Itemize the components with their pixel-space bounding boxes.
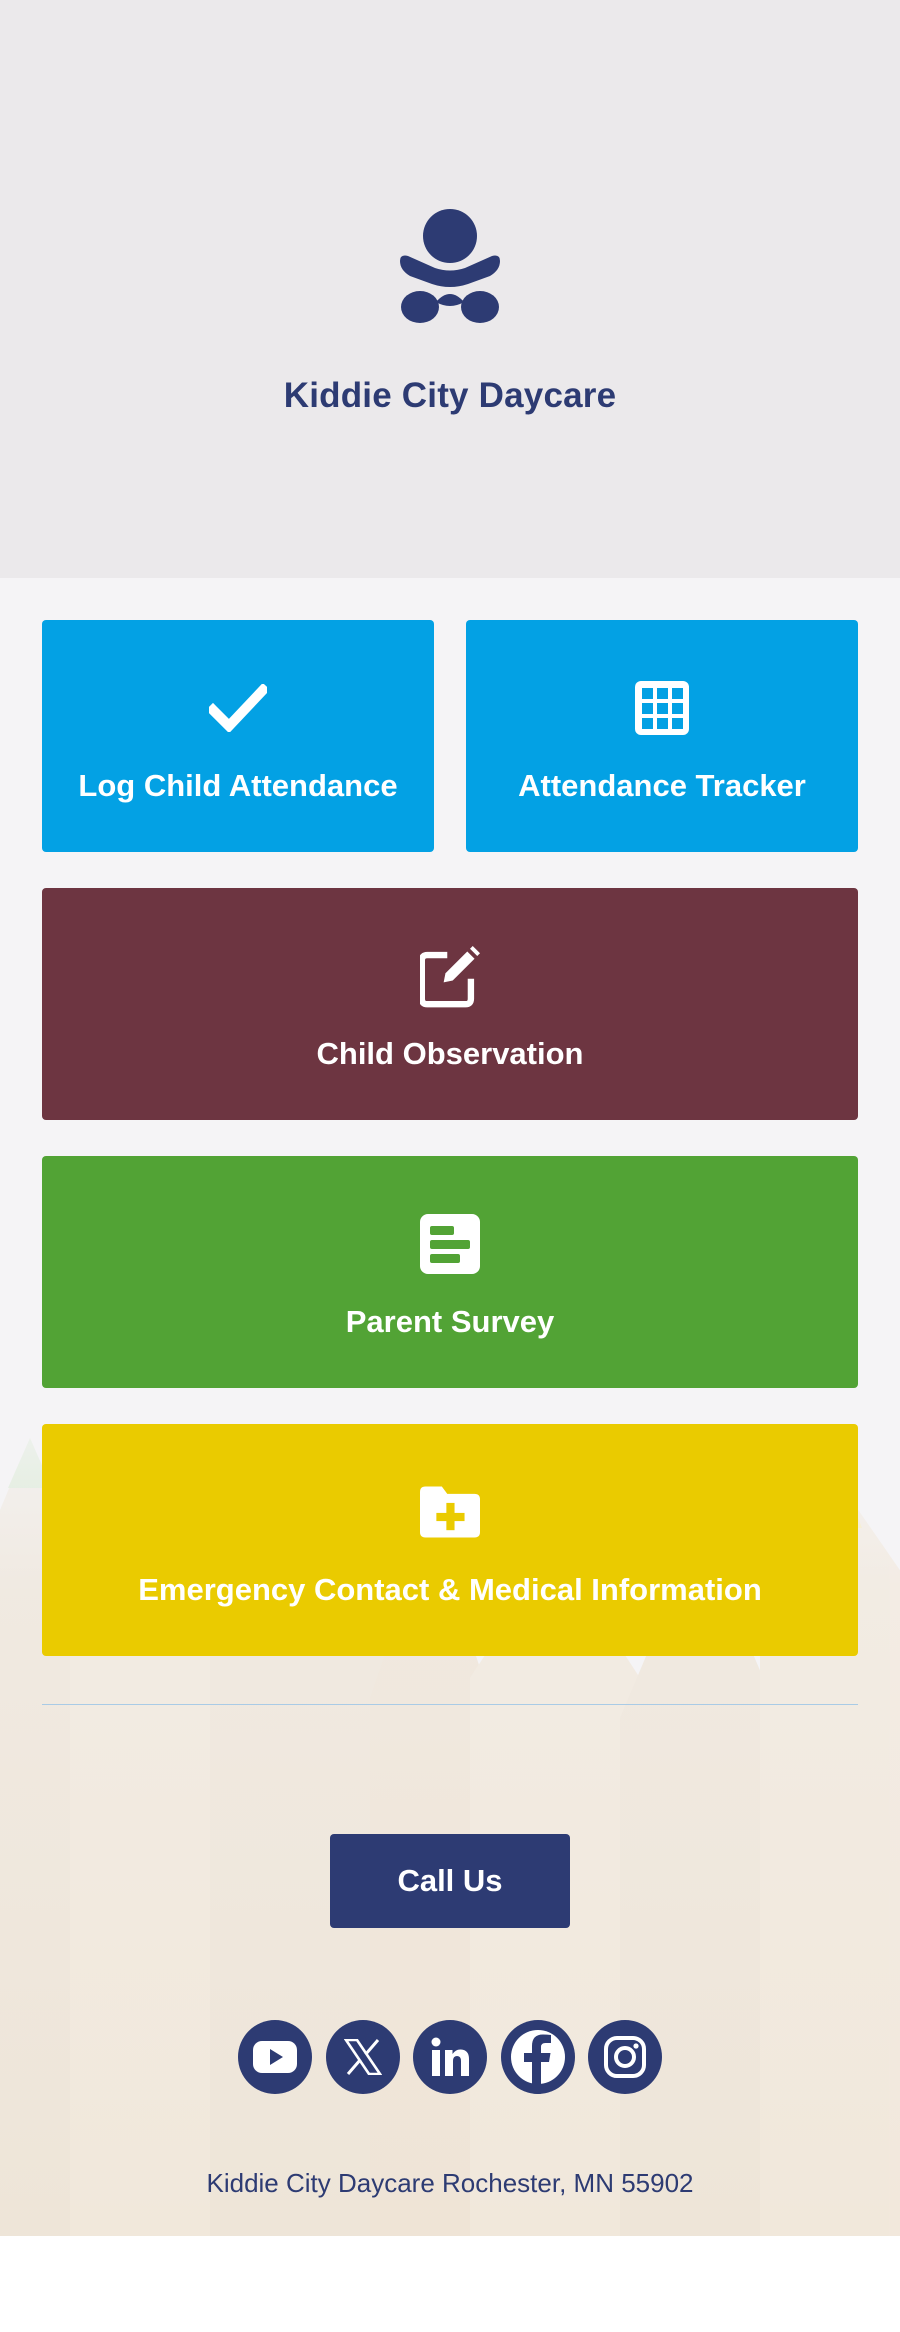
check-icon [208, 678, 268, 738]
tile-label: Parent Survey [345, 1304, 555, 1339]
tile-label: Log Child Attendance [78, 768, 398, 803]
social-links [238, 2020, 662, 2094]
divider [42, 1704, 858, 1705]
tile-label: Child Observation [316, 1036, 584, 1071]
tile-label: Emergency Contact & Medical Information [138, 1572, 762, 1607]
attendance-tracker-tile[interactable] [466, 620, 858, 852]
footer-address: Kiddie City Daycare Rochester, MN 55902 [206, 2168, 694, 2198]
x-icon[interactable] [326, 2020, 400, 2094]
parent-survey-tile[interactable] [42, 1156, 858, 1388]
edit-icon [420, 946, 480, 1006]
facebook-icon[interactable] [501, 2020, 575, 2094]
folder-plus-icon [420, 1482, 480, 1542]
table-icon [632, 678, 692, 738]
youtube-icon[interactable] [238, 2020, 312, 2094]
main-content [0, 578, 900, 2236]
instagram-icon[interactable] [588, 2020, 662, 2094]
app-header [0, 0, 900, 578]
log-child-attendance-tile[interactable] [42, 620, 434, 852]
child-icon [390, 206, 510, 326]
emergency-contact-tile[interactable] [42, 1424, 858, 1656]
form-icon [420, 1214, 480, 1274]
child-observation-tile[interactable] [42, 888, 858, 1120]
tile-label: Attendance Tracker [518, 768, 806, 803]
linkedin-icon[interactable] [413, 2020, 487, 2094]
app-title: Kiddie City Daycare [283, 376, 617, 415]
call-us-button[interactable]: Call Us [330, 1834, 570, 1928]
